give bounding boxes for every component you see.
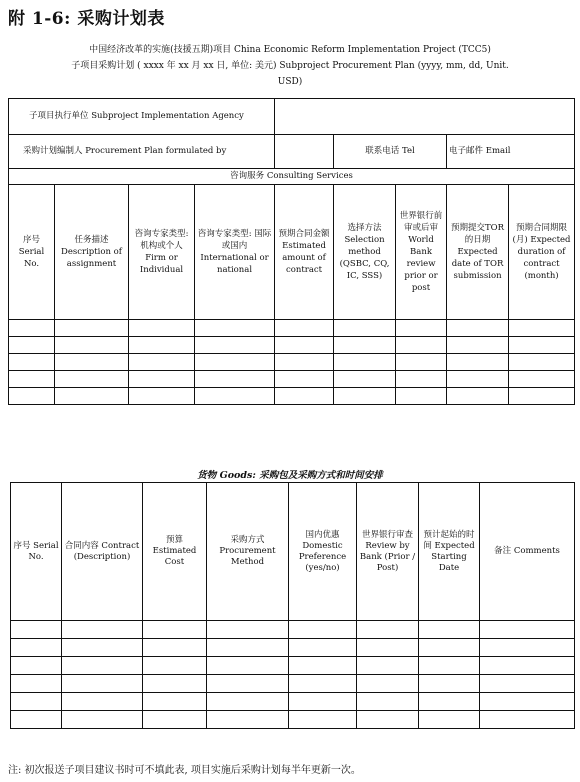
table-cell[interactable] [509,354,575,371]
table-cell[interactable] [11,639,62,657]
table-cell[interactable] [62,639,143,657]
table-cell[interactable] [207,639,289,657]
table-cell[interactable] [195,388,275,405]
table-cell[interactable] [447,354,509,371]
table-cell[interactable] [207,693,289,711]
table-row [11,639,575,657]
goods-col-header: 预计起始的时间 Expected Starting Date [419,483,480,621]
agency-label: 子项目执行单位 Subproject Implementation Agency [9,99,275,135]
table-cell[interactable] [480,621,575,639]
table-cell[interactable] [55,320,129,337]
table-cell[interactable] [419,675,480,693]
table-cell[interactable] [419,639,480,657]
goods-col-header: 预算 Estimated Cost [143,483,207,621]
consulting-col-header: 咨询专家类型: 机构或个人 Firm or Individual [129,185,195,320]
consulting-header-row [9,185,575,320]
table-cell[interactable] [334,388,396,405]
table-row [11,711,575,729]
table-cell[interactable] [357,693,419,711]
table-cell[interactable] [143,639,207,657]
table-cell[interactable] [447,371,509,388]
table-cell[interactable] [396,337,447,354]
table-cell[interactable] [143,693,207,711]
table-cell[interactable] [357,675,419,693]
table-cell[interactable] [334,371,396,388]
table-cell[interactable] [275,388,334,405]
goods-col-header: 采购方式 Procurement Method [207,483,289,621]
table-cell[interactable] [195,354,275,371]
goods-header-row [11,483,575,621]
plan-header: 子项目采购计划 ( xxxx 年 xx 月 xx 日, 单位: 美元) Subproject Procurement Plan (yyyy, mm, dd, Unit. [71,61,509,71]
table-cell[interactable] [396,388,447,405]
plan-header-unit: USD) [277,77,303,87]
table-cell[interactable] [62,693,143,711]
table-cell[interactable] [509,371,575,388]
goods-col-header: 序号 Serial No. [11,483,62,621]
table-cell[interactable] [289,711,357,729]
table-cell[interactable] [129,371,195,388]
table-cell[interactable] [11,657,62,675]
consulting-col-header: 世界银行前审或后审 World Bank review prior or post [396,185,447,320]
table-row [9,371,575,388]
table-cell[interactable] [62,675,143,693]
table-cell[interactable] [11,621,62,639]
table-cell[interactable] [396,371,447,388]
table-row [11,675,575,693]
table-cell[interactable] [207,657,289,675]
consulting-col-header: 预期合同期限(月) Expected duration of contract (month) [509,185,575,320]
table-cell[interactable] [9,320,55,337]
table-cell[interactable] [447,320,509,337]
table-cell[interactable] [62,621,143,639]
table-row [9,320,575,337]
table-cell[interactable] [289,639,357,657]
table-cell[interactable] [207,711,289,729]
table-cell[interactable] [289,657,357,675]
formulated-by-label: 采购计划编制人 Procurement Plan formulated by [9,135,275,169]
table-cell[interactable] [207,675,289,693]
table-cell[interactable] [129,388,195,405]
table-cell[interactable] [509,320,575,337]
project-name: 中国经济改革的实施(技援五期)项目 China Economic Reform Implementation Project (TCC5) [89,45,491,55]
goods-col-header: 国内优惠 Domestic Preference (yes/no) [289,483,357,621]
consulting-col-header: 任务描述 Description of assignment [55,185,129,320]
table-row [11,657,575,675]
table-cell[interactable] [419,621,480,639]
consulting-col-header: 预期合同金额 Estimated amount of contract [275,185,334,320]
table-cell[interactable] [11,693,62,711]
table-cell[interactable] [357,639,419,657]
table-cell[interactable] [275,337,334,354]
goods-col-header: 备注 Comments [480,483,575,621]
table-cell[interactable] [275,320,334,337]
table-cell[interactable] [480,693,575,711]
consulting-col-header: 序号 Serial No. [9,185,55,320]
table-row [9,388,575,405]
table-cell[interactable] [62,657,143,675]
page-title: 附 1-6: 采购计划表 [8,9,165,29]
table-row [11,621,575,639]
table-cell[interactable] [143,657,207,675]
table-cell[interactable] [480,675,575,693]
table-cell[interactable] [9,388,55,405]
table-cell[interactable] [55,337,129,354]
table-row [9,337,575,354]
table-cell[interactable] [207,621,289,639]
table-cell[interactable] [334,354,396,371]
table-cell[interactable] [289,693,357,711]
table-cell[interactable] [509,388,575,405]
table-cell[interactable] [11,675,62,693]
table-cell[interactable] [129,337,195,354]
consulting-col-header: 咨询专家类型: 国际或国内 International or national [195,185,275,320]
table-cell[interactable] [129,320,195,337]
table-cell[interactable] [334,337,396,354]
table-cell[interactable] [195,371,275,388]
table-cell[interactable] [480,711,575,729]
tel-label: 联系电话 Tel [334,135,447,169]
table-cell[interactable] [55,371,129,388]
table-cell[interactable] [509,337,575,354]
goods-col-header: 合同内容 Contract (Description) [62,483,143,621]
table-cell[interactable] [419,657,480,675]
consulting-heading: 咨询服务 Consulting Services [9,169,575,185]
table-cell[interactable] [275,371,334,388]
table-cell[interactable] [480,639,575,657]
consulting-col-header: 预期提交TOR的日期 Expected date of TOR submission [447,185,509,320]
table-cell[interactable] [357,621,419,639]
table-cell[interactable] [11,711,62,729]
table-row [11,693,575,711]
table-cell[interactable] [289,621,357,639]
table-cell[interactable] [55,354,129,371]
agency-value-cell[interactable] [275,99,575,135]
table-cell[interactable] [357,711,419,729]
table-cell[interactable] [143,675,207,693]
table-cell[interactable] [275,354,334,371]
table-row [9,354,575,371]
table-cell[interactable] [195,337,275,354]
table-cell[interactable] [289,675,357,693]
goods-caption: 货物 Goods: 采购包及采购方式和时间安排 [197,470,383,481]
table-cell[interactable] [143,711,207,729]
table-cell[interactable] [334,320,396,337]
table-cell[interactable] [480,657,575,675]
consulting-col-header: 选择方法 Selection method (QSBC, CQ, IC, SSS) [334,185,396,320]
table-cell[interactable] [419,693,480,711]
table-cell[interactable] [129,354,195,371]
table-cell[interactable] [9,354,55,371]
consulting-services-table [8,98,575,405]
table-cell[interactable] [396,320,447,337]
table-cell[interactable] [447,337,509,354]
table-cell[interactable] [62,711,143,729]
table-cell[interactable] [9,337,55,354]
table-cell[interactable] [396,354,447,371]
table-cell[interactable] [9,371,55,388]
table-cell[interactable] [357,657,419,675]
table-cell[interactable] [143,621,207,639]
email-label: 电子邮件 Email [447,135,575,169]
goods-table [10,482,575,729]
table-cell[interactable] [55,388,129,405]
footnote: 注: 初次报送子项目建议书时可不填此表, 项目实施后采购计划每半年更新一次。 [8,765,361,776]
table-cell[interactable] [419,711,480,729]
table-cell[interactable] [447,388,509,405]
formulated-by-value[interactable] [275,135,334,169]
table-cell[interactable] [195,320,275,337]
goods-col-header: 世界银行审查 Review by Bank (Prior / Post) [357,483,419,621]
